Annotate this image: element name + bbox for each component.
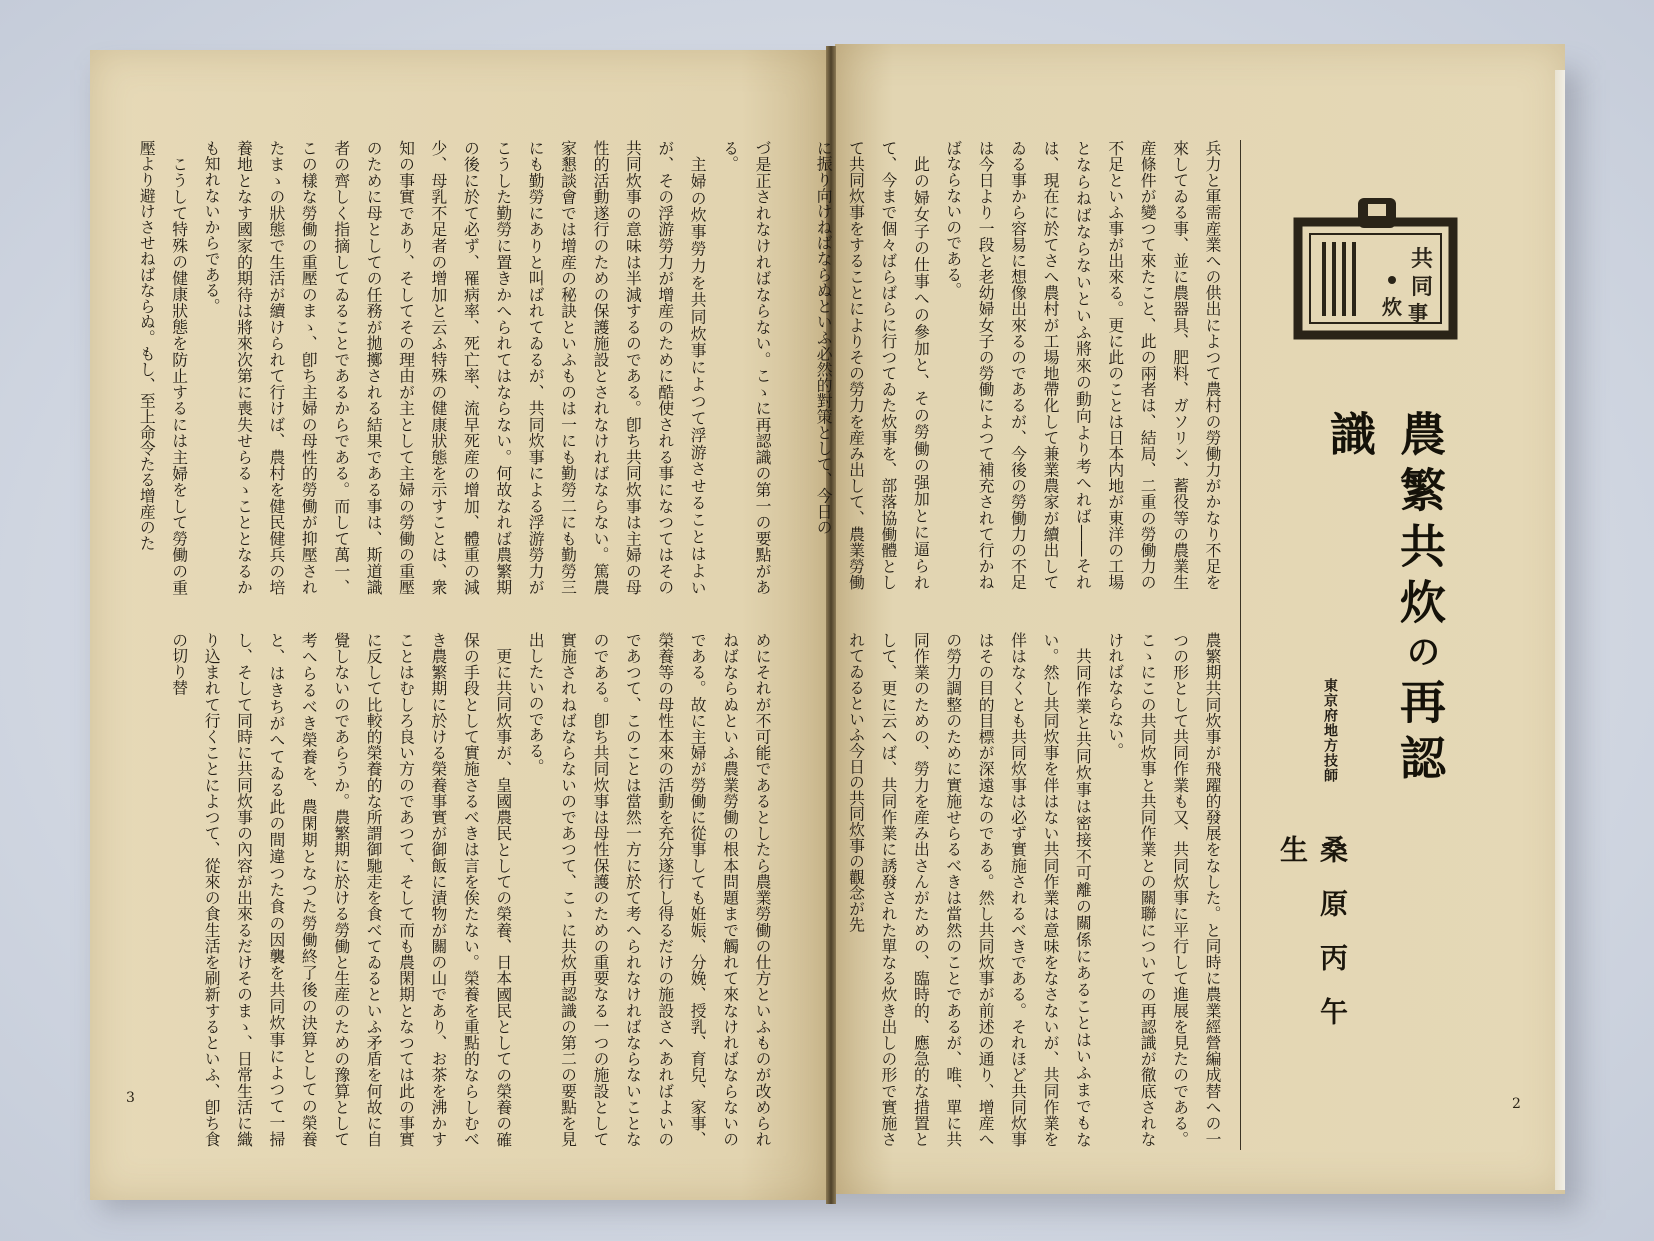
page-number-left: 3 — [126, 1090, 135, 1106]
paragraph: 農繁期共同炊事が飛躍的發展をなした。と同時に農業經營編成替への一つの形として共同作業も又、共同炊事に平行して進展を見たのである。こゝにこの共同炊事と共同作業との關聯についての再認識が徹底されなければならない。 — [1105, 632, 1222, 1147]
right-lower-text — [836, 632, 1228, 1147]
paragraph: 主婦の炊事勞力を共同炊事によつて浮游させることはよいが、その浮游勞力が增産のために酷使される事になつてはその共同炊事の意味は半減するのである。卽ち共同炊事は主婦の母性的活動遂行のための保護施設とされなければならない。篤農家懇談會では增産の秘訣といふものは一にも勤勞二にも勤勞三にも勤勞にありと叫ばれてゐるが、共同炊事による浮游勞力がこうした勤勞に置きかへられてはならない。何故なれば農繁期の後に於て必ず、罹病率、死亡率、流早死産の增加、體重の減少、母乳不足者の增加と云ふ特殊の健康狀態を示すことは、衆知の事實であり、そしてその理由が主として主婦の勞働の重壓のために母としての任務が拋擲される結果である事は、斯道識者の齊しく指摘してゐることであるからである。而して萬一、この樣な勞働の重壓のまゝ、卽ち主婦の母性的勞働が抑壓されたまゝの狀態で生活が續けられて行けば、農村を健民健兵の培養地となす國家的期待は將來次第に喪失せらるゝこととなるかも知れないからである。 — [202, 140, 708, 595]
title-main: 農繁共炊 — [1393, 410, 1447, 634]
common-cooking-stamp-icon — [1294, 196, 1457, 339]
left-upper-text — [137, 140, 778, 595]
right-upper-text — [814, 140, 1228, 590]
paragraph: づ是正されなければならない。こゝに再認識の第一の要點がある。 — [720, 140, 772, 595]
column-rule — [1240, 140, 1241, 1150]
author-name: 桑原丙午生 — [1276, 835, 1349, 1051]
paragraph: こうして特殊の健康狀態を防止するには主婦をして勞働の重壓より避けさせねばならぬ。もし、至上命令たる增産のた — [137, 140, 189, 595]
page-edge — [1555, 70, 1565, 1190]
paragraph: 共同作業と共同炊事は密接不可離の關係にあることはいふまでもない。然し共同炊事を伴はない共同作業は意味をなさないが、共同作業を伴はなくとも共同炊事は必ず實施されるべきである。それほど共同炊事はその目的目標が深遠なのである。然し共同炊事が前述の通り、增産への勞力調整のために實施せらるべきは當然のことであるが、唯、單に共同作業のための、勞力を産み出さんがための、臨時的、應急的な措置として、更に云へば、共同作業に誘發された單なる炊き出しの形で實施されてゐるといふ今日の共同炊事の觀念が先 — [846, 632, 1093, 1147]
svg-text:事: 事 — [1408, 301, 1428, 325]
paragraph: めにそれが不可能であるとしたら農業勞働の仕方といふものが改められねばならぬといふ農業勞働の根本問題まで觸れて來なければならないのである。故に主婦が勞働に從事しても姙娠、分娩、授乳、育兒、家事、榮養等の母性本來の活動を充分遂行し得るだけの施設さへあればよいのであつて、このことは當然一方に於て考へられなければならないことなのである。卽ち共同炊事は母性保護のための重要なる一つの施設として實施されねばならないのであつて、こゝに共炊再認識の第二の要點を見出したいのである。 — [526, 632, 772, 1147]
page-number-right: 2 — [1512, 1096, 1521, 1112]
svg-text:共: 共 — [1410, 246, 1434, 272]
author-affiliation: 東京府地方技師 — [1322, 678, 1338, 783]
svg-text:同: 同 — [1410, 274, 1434, 300]
left-lower-text — [160, 632, 778, 1147]
paragraph: 更に共同炊事が、皇國農民としての榮養、日本國民としての榮養の確保の手段として實施さるべきは言を俟たない。榮養を重點的ならしむべき農繁期に於ける榮養事實が御飯に漬物が關の山であり、お茶を沸かすことはむしろ良い方のであつて、そして而も農閑期となつては此の事實に反して比較的榮養的な所謂御馳走を食べてゐるといふ矛盾を何故に自覺しないのであらうか。農繁期に於ける勞働と生産のための豫算として考へらるべき榮養を、農閑期となつた勞働終了後の決算としての榮養と、はきちがへてゐる此の間違つた食の因襲を共同炊事によつて一掃し、そして同時に共同炊事の內容が出來るだけそのまゝ、日常生活に織り込まれて行くことによつて、從來の食生活を刷新するといふ、卽ち食の切り替 — [169, 632, 513, 1147]
svg-text:炊: 炊 — [1382, 295, 1402, 319]
paragraph: 兵力と軍需産業への供出によつて農村の勞働力がかなり不足を來してゐる事、並に農器具、肥料、ガソリン、蓄役等の農業生産條件が變つて來たこと、此の兩者は、結局、二重の勞働力の不足といふ事が出來る。更に此のことは日本内地が東洋の工場とならねばならないといふ將來の動向より考へれば――それは、現在に於てさへ農村が工場地帶化して兼業農家が續出してゐる事から容易に想像出來るのであるが、今後の勞働力の不足は今日より一段と老幼婦女子の勞働によつて補充されて行かねばならないのである。 — [943, 140, 1222, 590]
title-particle: の — [1400, 634, 1440, 678]
title-rest: 再認識 — [1323, 410, 1447, 790]
paragraph: 此の婦女子の仕事への參加と、その勞働の强加とに逼られて、今まで個々ばらばらに行つてゐた炊事を、部落協働體として共同炊事をすることによりその勞力を産み出して、農業勞働に振り向けねばならぬといふ必然的對策として、今日の — [814, 140, 931, 590]
